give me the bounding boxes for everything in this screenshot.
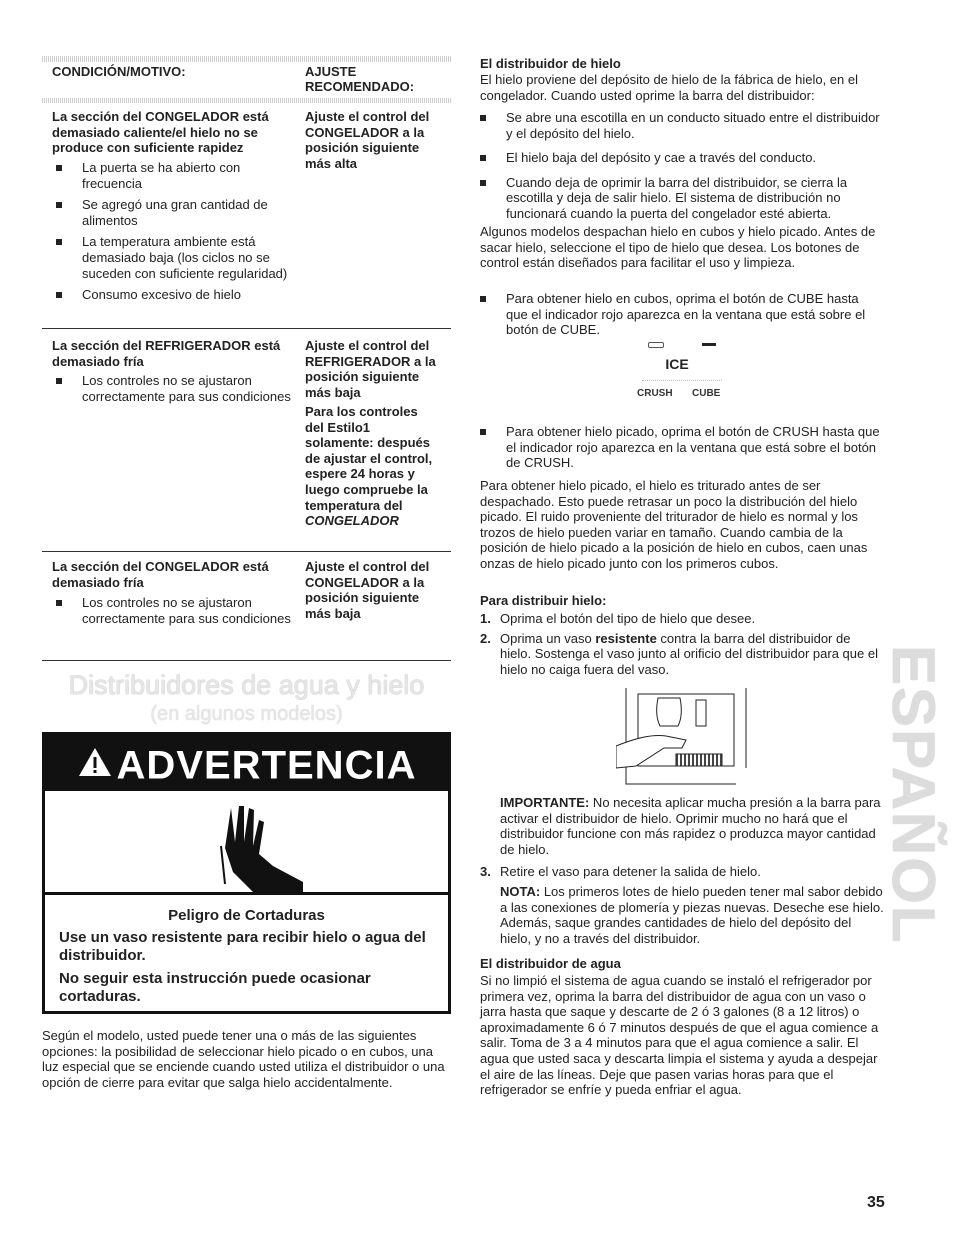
paragraph-water-dispenser: Si no limpió el sistema de agua cuando se instaló el refrigerador por primera vez, oprima la barra del distribuidor de agua con un vaso o jarra hasta que saque y descarte de 2 ó 3 galones (8 a 12 litros) o aproximadamente 6 ó 7 minutos después de que el agua comience a salir. Toma de 3 a 4 minutos para que el agua comience a salir. El agua que usted saca y descarta limpia el sistema y ayuda a despejar el aire de las líneas. Deje que pasen varias horas para que el refrigerador se enfríe y pueda enfriar el agua. <box>480 973 879 1098</box>
crush-button[interactable]: CRUSH <box>637 388 673 399</box>
row-divider <box>42 328 451 329</box>
important-text: No necesita aplicar mucha presión a la barra para activar el distribuidor de hielo. Oprimir mucho no hará que el distribuidor funcione con más rapidez o produzca mayor cantidad de hielo. <box>500 795 881 857</box>
table-header-adjust-1: AJUSTE <box>305 64 357 79</box>
step-text: contra la barra del distribuidor de hielo. Sostenga el vaso junto al orificio del distribuidor para que el hielo no caiga fuera del vaso. <box>500 630 878 677</box>
table-header-adjust-2: RECOMENDADO: <box>305 79 415 94</box>
dispense-steps-b <box>478 864 885 880</box>
warning-line-2: No seguir esta instrucción puede ocasionar cortaduras. <box>59 970 371 1005</box>
list-item: Se agregó una gran cantidad de alimentos <box>52 197 292 228</box>
panel-dotted-line <box>642 380 722 381</box>
list-item: Consumo excesivo de hielo <box>52 287 292 303</box>
step-number: 3. <box>480 864 491 879</box>
row1-condition: La sección del CONGELADOR está demasiado caliente/el hielo no se produce con suficiente rapidez <box>52 109 269 156</box>
ice-control-panel <box>622 338 732 402</box>
list-item: Para obtener hielo en cubos, oprima el botón de CUBE hasta que el indicador rojo aparezca en la ventana que está sobre el botón de CUBE. <box>476 291 881 338</box>
crush-bullet-list <box>476 424 881 477</box>
warning-line-1: Use un vaso resistente para recibir hielo o agua del distribuidor. <box>59 929 426 964</box>
cube-indicator-icon <box>702 343 716 346</box>
row-divider <box>42 551 451 552</box>
row2-bullet-list <box>52 373 292 410</box>
heading-dispense-ice: Para distribuir hielo: <box>480 593 607 608</box>
section-subtitle: (en algunos modelos) <box>150 703 343 725</box>
row2-adjust-note-italic: CONGELADOR <box>305 513 399 529</box>
cube-button[interactable]: CUBE <box>692 388 721 399</box>
dispenser-glass-icon <box>616 688 750 788</box>
row3-condition: La sección del CONGELADOR está demasiado fría <box>52 559 269 590</box>
list-item: El hielo baja del depósito y cae a través del conducto. <box>476 150 881 166</box>
important-note <box>500 795 885 857</box>
warning-image-area <box>45 794 448 895</box>
hand-cut-icon <box>213 802 308 897</box>
paragraph-ice-types: Algunos modelos despachan hielo en cubos y hielo picado. Antes de sacar hielo, seleccione el tipo de hielo que desea. Los botones de control están diseñados para facilitar el uso y limpieza. <box>480 224 876 271</box>
list-item <box>478 631 885 678</box>
row2-adjust-note-main: Para los controles del Estilo1 solamente: después de ajustar el control, espere 24 horas y luego compruebe la temperatura del <box>305 404 433 513</box>
nota-note <box>500 884 885 946</box>
page-number: 35 <box>867 1194 885 1211</box>
warning-triangle-icon <box>77 737 113 793</box>
step-number: 2. <box>480 630 491 646</box>
list-item: La temperatura ambiente está demasiado baja (los ciclos no se suceden con suficiente regularidad) <box>52 234 292 281</box>
step-number: 1. <box>480 611 491 626</box>
crush-indicator-icon <box>648 342 664 348</box>
table-header-rule <box>42 98 451 103</box>
warning-header-text: ADVERTENCIA <box>116 743 417 788</box>
list-item: Para obtener hielo picado, oprima el botón de CRUSH hasta que el indicador rojo aparezca en la ventana que está sobre el botón de CRUSH. <box>476 424 881 471</box>
row2-condition: La sección del REFRIGERADOR está demasiado fría <box>52 338 281 369</box>
dispenser-illustration <box>616 688 750 788</box>
paragraph-ice-source: El hielo proviene del depósito de hielo de la fábrica de hielo, en el congelador. Cuando usted oprime la barra del distribuidor: <box>480 72 858 103</box>
important-label: IMPORTANTE: <box>500 795 590 810</box>
ice-steps-list <box>476 110 881 228</box>
intro-paragraph: Según el modelo, usted puede tener una o más de las siguientes opciones: la posibilidad de seleccionar hielo picado o en cubos, una luz especial que se enciende cuando usted utiliza el distribuidor o una opción de cierre para evitar que salga hielo accidentalmente. <box>42 1028 445 1090</box>
heading-ice-dispenser: El distribuidor de hielo <box>480 56 621 71</box>
section-rule <box>42 660 451 661</box>
section-title: Distribuidores de agua y hielo <box>68 670 425 700</box>
table-header-condition: CONDICIÓN/MOTIVO: <box>52 64 186 79</box>
row1-bullet-list <box>52 160 292 309</box>
panel-label-ice: ICE <box>665 356 689 372</box>
list-item: Los controles no se ajustaron correctamente para sus condiciones <box>52 595 292 626</box>
table-top-rule <box>42 56 451 62</box>
warning-box <box>42 732 451 1014</box>
nota-label: NOTA: <box>500 884 541 899</box>
row1-adjust: Ajuste el control del CONGELADOR a la posición siguiente más alta <box>305 109 430 171</box>
step-text-bold: resistente <box>595 630 657 646</box>
step-text: Oprima un vaso <box>500 630 596 646</box>
step-text: Retire el vaso para detener la salida de hielo. <box>500 864 761 879</box>
row3-adjust: Ajuste el control del CONGELADOR a la posición siguiente más baja <box>305 559 430 621</box>
warning-header <box>45 735 448 791</box>
row2-adjust: Ajuste el control del REFRIGERADOR a la posición siguiente más baja <box>305 338 436 400</box>
list-item: Los controles no se ajustaron correctamente para sus condiciones <box>52 373 292 404</box>
list-item: Cuando deja de oprimir la barra del distribuidor, se cierra la escotilla y deja de salir hielo. El sistema de distribución no funcionará cuando la puerta del congelador esté abierta. <box>476 175 881 222</box>
heading-water-dispenser: El distribuidor de agua <box>480 956 621 971</box>
step-text: Oprima el botón del tipo de hielo que desee. <box>500 611 756 626</box>
cube-bullet-list <box>476 291 881 344</box>
warning-danger-title: Peligro de Cortaduras <box>168 907 325 924</box>
list-item: La puerta se ha abierto con frecuencia <box>52 160 292 191</box>
row3-bullet-list <box>52 595 292 632</box>
nota-text: Los primeros lotes de hielo pueden tener mal sabor debido a las conexiones de plomería y piezas nuevas. Deseche ese hielo. Además, saque grandes cantidades de hielo del depósito del hielo, y no a través del distribuidor. <box>500 884 884 946</box>
dispense-steps-a <box>478 611 885 677</box>
side-tab-espanol: ESPAÑOL <box>880 645 947 945</box>
list-item <box>478 864 885 880</box>
row2-adjust-note <box>305 404 440 529</box>
list-item <box>478 611 885 627</box>
list-item: Se abre una escotilla en un conducto situado entre el distribuidor y el depósito del hielo. <box>476 110 881 141</box>
paragraph-crushed-ice: Para obtener hielo picado, el hielo es triturado antes de ser despachado. Esto puede retrasar un poco la distribución del hielo picado. El ruido proveniente del triturador de hielo es normal y los trozos de hielo pueden variar en tamaño. Cuando cambia de la posición de hielo picado a la posición de hielo en cubos, caen unas onzas de hielo picado junto con los primeros cubos. <box>480 478 868 571</box>
